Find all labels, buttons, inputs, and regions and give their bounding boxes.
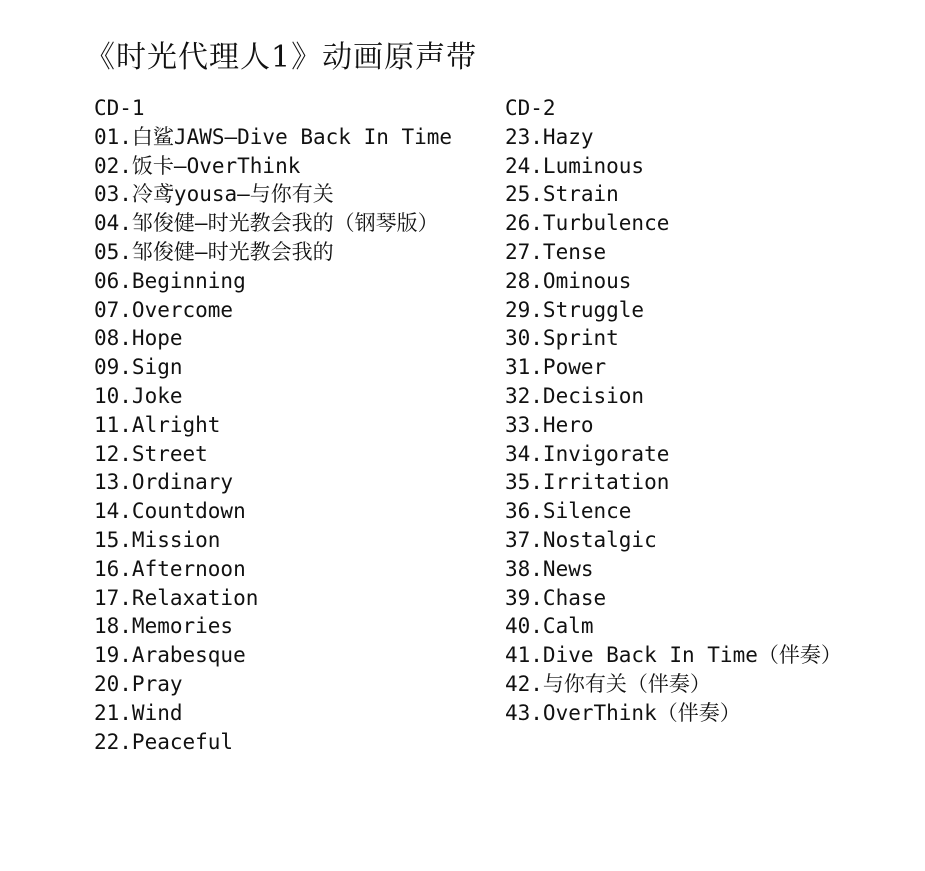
track-item: 01.白鲨JAWS—Dive Back In Time — [94, 124, 453, 149]
track-item: 16.Afternoon — [94, 556, 246, 581]
track-item: 04.邹俊健—时光教会我的（钢琴版） — [94, 211, 439, 236]
track-item: 20.Pray — [94, 671, 183, 696]
track-item: 33.Hero — [505, 412, 594, 437]
track-item: 25.Strain — [505, 182, 619, 207]
track-item: 24.Luminous — [505, 153, 645, 178]
track-item: 12.Street — [94, 441, 208, 466]
track-item: 29.Struggle — [505, 297, 645, 322]
track-item: 17.Relaxation — [94, 585, 259, 610]
track-item: 06.Beginning — [94, 268, 246, 293]
track-item: 19.Arabesque — [94, 643, 246, 668]
track-item: 30.Sprint — [505, 326, 619, 351]
track-item: 15.Mission — [94, 527, 221, 552]
track-item: 34.Invigorate — [505, 441, 670, 466]
track-item: 23.Hazy — [505, 124, 594, 149]
track-item: 05.邹俊健—时光教会我的 — [94, 239, 334, 264]
track-item: 03.冷鸢yousa—与你有关 — [94, 182, 334, 207]
track-item: 35.Irritation — [505, 470, 670, 495]
track-item: 39.Chase — [505, 585, 607, 610]
track-item: 43.OverThink（伴奏） — [505, 700, 741, 725]
track-item: 09.Sign — [94, 355, 183, 380]
track-item: 28.Ominous — [505, 268, 632, 293]
track-item: 07.Overcome — [94, 297, 234, 322]
cd1-header: CD-1 — [94, 96, 145, 120]
track-item: 27.Tense — [505, 239, 607, 264]
track-item: 10.Joke — [94, 383, 183, 408]
track-item: 18.Memories — [94, 614, 234, 639]
track-item: 31.Power — [505, 355, 607, 380]
track-item: 38.News — [505, 556, 594, 581]
track-item: 26.Turbulence — [505, 211, 670, 236]
cd1-track-list — [94, 123, 452, 757]
track-item: 22.Peaceful — [94, 729, 234, 754]
page-title: 《时光代理人1》动画原声带 — [85, 40, 478, 75]
track-item: 32.Decision — [505, 383, 645, 408]
track-item: 11.Alright — [94, 412, 221, 437]
cd2-column — [505, 94, 842, 728]
track-item: 42.与你有关（伴奏） — [505, 671, 711, 696]
track-item: 21.Wind — [94, 700, 183, 725]
track-item: 08.Hope — [94, 326, 183, 351]
track-item: 37.Nostalgic — [505, 527, 657, 552]
track-item: 13.Ordinary — [94, 470, 234, 495]
track-item: 02.饭卡—OverThink — [94, 153, 301, 178]
track-item: 40.Calm — [505, 614, 594, 639]
track-item: 41.Dive Back In Time（伴奏） — [505, 643, 842, 668]
cd2-header: CD-2 — [505, 96, 556, 120]
track-item: 14.Countdown — [94, 499, 246, 524]
cd1-column — [94, 94, 452, 756]
cd2-track-list — [505, 123, 842, 728]
track-item: 36.Silence — [505, 499, 632, 524]
